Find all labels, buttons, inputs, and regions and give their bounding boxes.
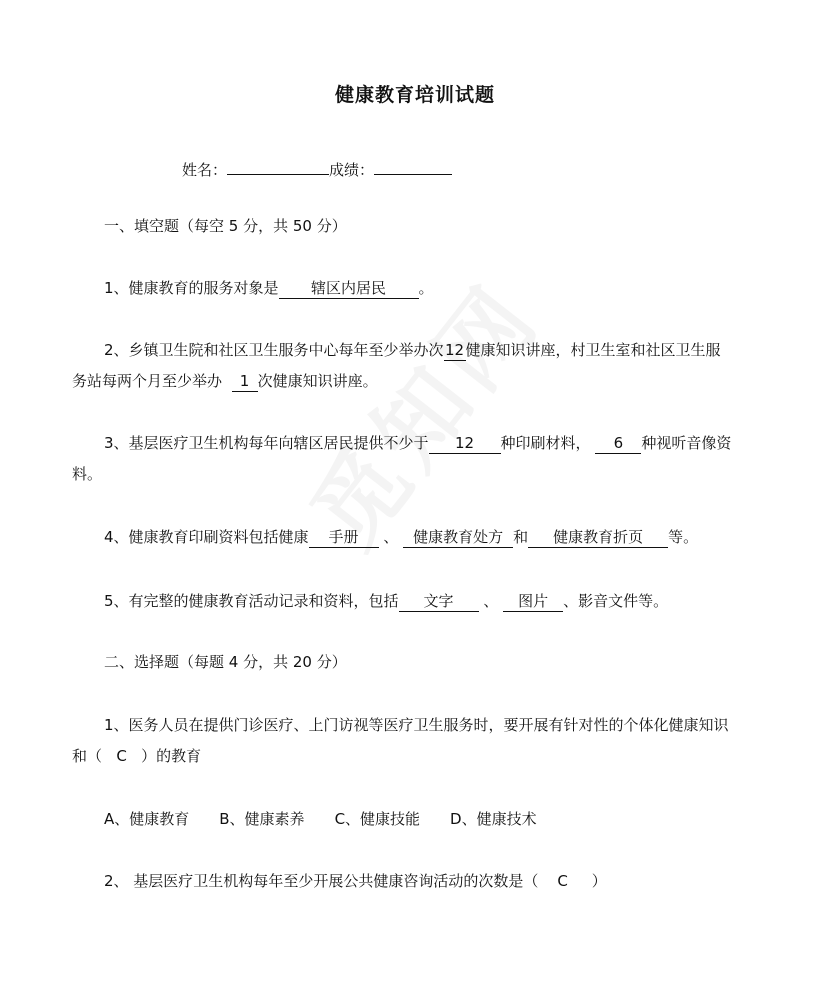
q4-answer-blank-2: 健康教育处方 bbox=[403, 527, 513, 548]
fill-question-3-line2: 料。 bbox=[72, 465, 103, 483]
q2-line2-prefix: 务站每两个月至少举办 bbox=[72, 372, 223, 390]
option-c[interactable]: C、健康技能 bbox=[334, 810, 421, 828]
q4-prefix: 4、健康教育印刷资料包括健康 bbox=[104, 528, 309, 546]
watermark-text bbox=[276, 252, 565, 570]
q2-answer-blank-1: 12 bbox=[445, 341, 465, 359]
choice-question-2 bbox=[104, 870, 607, 892]
fill-question-4 bbox=[104, 526, 698, 548]
cq1-line2-prefix: 和（ bbox=[72, 747, 103, 765]
name-label: 姓名： bbox=[182, 161, 228, 179]
q2-mid: 健康知识讲座，村卫生室和社区卫生服 bbox=[465, 341, 721, 359]
q4-answer-blank-1: 手册 bbox=[309, 527, 379, 548]
fill-question-2-line1 bbox=[104, 339, 721, 361]
option-b[interactable]: B、健康素养 bbox=[219, 810, 305, 828]
cq1-line2-suffix: ）的教育 bbox=[141, 747, 202, 765]
choice-question-1-options bbox=[104, 808, 537, 830]
q5-answer-blank-1: 文字 bbox=[399, 591, 479, 612]
student-info-row bbox=[182, 154, 452, 181]
cq2-suffix: ） bbox=[591, 872, 607, 890]
q5-suffix: 、影音文件等。 bbox=[563, 592, 669, 610]
q5-prefix: 5、有完整的健康教育活动记录和资料，包括 bbox=[104, 592, 399, 610]
q3-answer-blank-2: 6 bbox=[595, 433, 641, 454]
option-a[interactable]: A、健康教育 bbox=[104, 810, 190, 828]
page-title: 健康教育培训试题 bbox=[334, 84, 495, 106]
fill-question-3-line1 bbox=[104, 432, 731, 454]
q5-answer-blank-2: 图片 bbox=[503, 591, 563, 612]
score-blank[interactable] bbox=[374, 154, 452, 175]
q2-answer-blank-2: 1 bbox=[232, 371, 258, 392]
q3-suffix: 种视听音像资 bbox=[641, 434, 732, 452]
q3-answer-blank-1: 12 bbox=[429, 433, 501, 454]
q1-answer-blank: 辖区内居民 bbox=[279, 278, 419, 299]
score-label: 成绩： bbox=[329, 161, 375, 179]
q3-prefix: 3、基层医疗卫生机构每年向辖区居民提供不少于 bbox=[104, 434, 429, 452]
q1-prefix: 1、健康教育的服务对象是 bbox=[104, 279, 279, 297]
cq1-answer: C bbox=[116, 747, 127, 765]
q4-sep2: 和 bbox=[513, 528, 529, 546]
section1-heading: 一、填空题（每空 5 分，共 50 分） bbox=[104, 217, 347, 235]
q3-mid: 种印刷材料， bbox=[500, 434, 591, 452]
fill-question-2-line2 bbox=[72, 370, 378, 392]
q1-suffix: 。 bbox=[418, 279, 434, 297]
q2-prefix: 2、乡镇卫生院和社区卫生服务中心每年至少举办次 bbox=[104, 341, 444, 359]
cq2-answer: C bbox=[557, 872, 568, 890]
q2-line2-suffix: 次健康知识讲座。 bbox=[257, 372, 378, 390]
q4-sep1: 、 bbox=[383, 528, 399, 546]
q4-suffix: 等。 bbox=[668, 528, 699, 546]
option-d[interactable]: D、健康技术 bbox=[450, 810, 537, 828]
choice-question-1-line1: 1、医务人员在提供门诊医疗、上门访视等医疗卫生服务时，要开展有针对性的个体化健康知识 bbox=[104, 716, 729, 734]
q4-answer-blank-3: 健康教育折页 bbox=[528, 527, 668, 548]
section2-heading: 二、选择题（每题 4 分，共 20 分） bbox=[104, 653, 347, 671]
cq2-prefix: 2、 基层医疗卫生机构每年至少开展公共健康咨询活动的次数是（ bbox=[104, 872, 539, 890]
fill-question-1 bbox=[104, 277, 434, 299]
fill-question-5 bbox=[104, 590, 668, 612]
q5-sep1: 、 bbox=[483, 592, 499, 610]
choice-question-1-line2 bbox=[72, 745, 201, 767]
name-blank[interactable] bbox=[227, 154, 329, 175]
